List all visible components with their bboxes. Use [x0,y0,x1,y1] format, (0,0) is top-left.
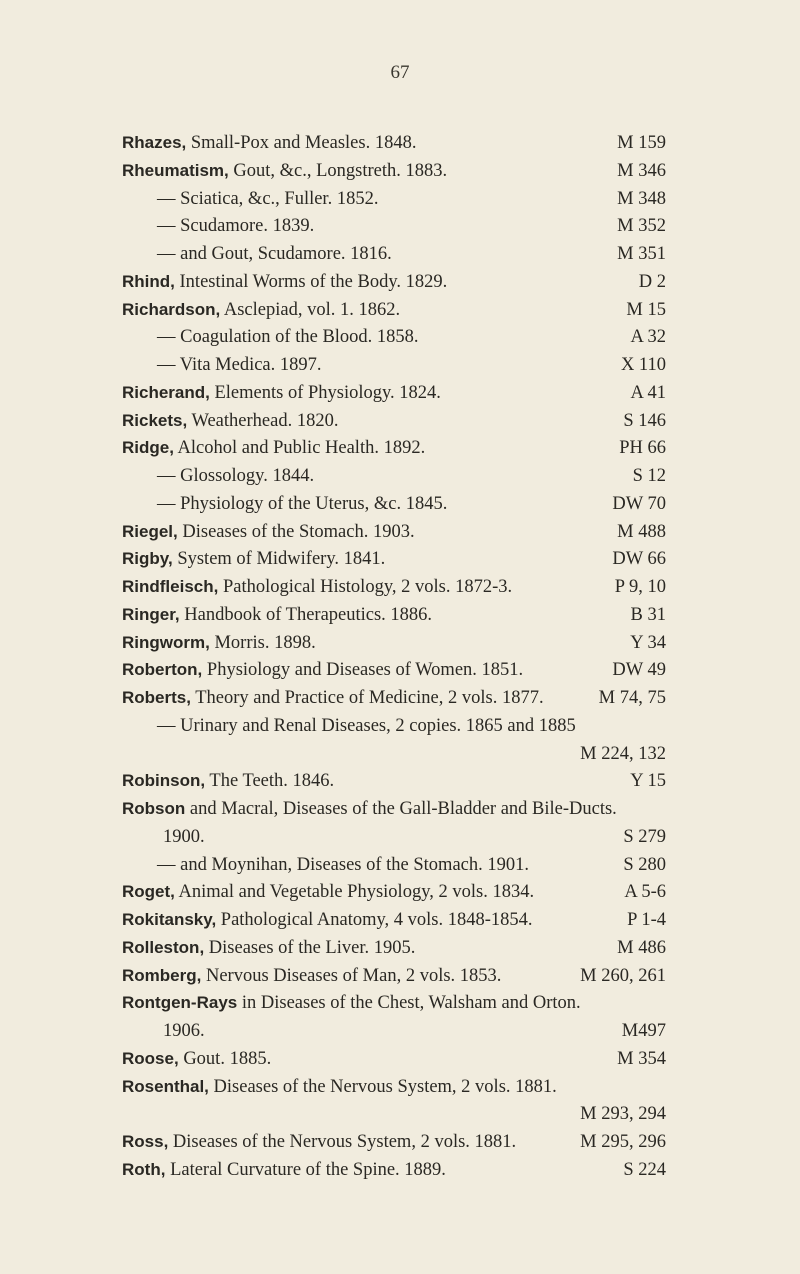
entry-description: — Scudamore. 1839. [157,216,315,237]
entry-text [122,216,314,237]
index-entry [122,522,666,550]
entry-description: System of Midwifery. 1841. [172,549,386,570]
entry-heading: Roberton, [122,660,203,680]
shelf-mark: M 488 [617,521,666,542]
index-entry [122,688,666,716]
entry-text [122,771,334,792]
index-entry [122,216,666,244]
entry-description: Nervous Diseases of Man, 2 vols. 1853. [201,965,502,986]
entry-heading: Roose, [122,1048,179,1068]
index-entry [122,605,666,633]
entry-text [122,855,529,876]
entry-heading: Roget, [122,882,175,902]
index-entry [122,494,666,522]
entry-description: Pathological Histology, 2 vols. 1872-3. [218,577,513,597]
shelf-mark: P 1-4 [627,910,666,930]
entry-text [122,882,534,903]
page-number: 67 [390,62,410,83]
entry-heading: Rosenthal, [122,1076,209,1096]
entry-text [122,633,316,654]
entry-description: Animal and Vegetable Physiology, 2 vols. 1834. [174,882,535,903]
entry-text [122,1077,557,1098]
entry-text [122,522,415,543]
shelf-mark: M 260, 261 [580,965,666,986]
index-entry [122,660,666,688]
entry-heading: Roth, [122,1159,166,1179]
entry-description: Intestinal Worms of the Body. 1829. [174,271,448,292]
entry-heading: Rindfleisch, [122,577,219,596]
shelf-mark: PH 66 [619,438,666,459]
entry-heading: Rokitansky, [122,910,217,929]
index-entry [122,1021,666,1049]
entry-description: Physiology and Diseases of Women. 1851. [202,660,524,681]
entry-text [122,494,447,515]
shelf-mark: A 41 [630,382,666,403]
entry-description: 1906. [163,1021,205,1041]
entry-text [122,716,576,737]
index-entry [122,189,666,217]
entry-text [122,189,378,210]
entry-heading: Robinson, [122,771,206,791]
entry-description: Theory and Practice of Medicine, 2 vols. 1877. [190,688,544,708]
entry-description: Diseases of the Stomach. 1903. [177,521,415,542]
entry-description: Diseases of the Nervous System, 2 vols. 1881. [208,1076,557,1097]
entry-description: Handbook of Therapeutics. 1886. [179,604,433,625]
entry-text [122,910,533,931]
shelf-mark: M 224, 132 [580,743,666,764]
entry-heading: Rheumatism, [122,160,229,180]
shelf-mark: M 293, 294 [580,1104,666,1125]
entry-heading: Riegel, [122,521,178,541]
shelf-mark: M 74, 75 [598,688,666,708]
index-entry [122,133,666,161]
entry-description: and Macral, Diseases of the Gall-Bladder and Bile-Ducts. [185,799,617,819]
shelf-mark: M497 [621,1021,666,1041]
entry-heading: Ross, [122,1132,169,1151]
index-entry [122,161,666,189]
entry-description: Gout, &c., Longstreth. 1883. [228,160,448,181]
index-entries [122,133,666,1188]
entry-text [122,1132,516,1153]
entry-description: Weatherhead. 1820. [187,410,339,431]
entry-description: Diseases of the Nervous System, 2 vols. 1881. [168,1132,517,1152]
shelf-mark: M 352 [617,216,666,237]
index-entry [122,993,666,1021]
entry-text [122,383,441,404]
shelf-mark: DW 66 [612,549,666,570]
entry-text [122,300,400,321]
index-entry [122,300,666,328]
shelf-mark: M 486 [617,937,666,958]
entry-description: — Sciatica, &c., Fuller. 1852. [157,188,379,209]
index-entry [122,966,666,994]
entry-text [122,244,392,265]
shelf-mark: S 12 [632,466,666,486]
shelf-mark: M 354 [617,1048,666,1069]
index-entry [122,1049,666,1077]
index-entry [122,411,666,439]
shelf-mark: M 295, 296 [580,1132,666,1152]
index-entry [122,244,666,272]
entry-text [122,355,322,376]
entry-text [122,938,415,959]
entry-description: Small-Pox and Measles. 1848. [186,133,417,153]
entry-description: Lateral Curvature of the Spine. 1889. [165,1159,446,1180]
index-entry [122,549,666,577]
index-entry [122,577,666,605]
entry-text [122,605,432,626]
entry-heading: Rhazes, [122,133,187,152]
index-entry [122,827,666,855]
shelf-mark: A 32 [630,327,666,348]
entry-text [122,827,205,848]
entry-heading: Richerand, [122,382,210,402]
entry-description: Asclepiad, vol. 1. 1862. [220,299,401,320]
entry-description: — Urinary and Renal Diseases, 2 copies. 1865 and 1885 [157,715,576,736]
entry-description: — Glossology. 1844. [157,466,315,486]
entry-text [122,161,447,182]
entry-description: 1900. [163,826,205,847]
entry-text [122,1049,271,1070]
entry-text [122,799,617,820]
entry-description: — and Gout, Scudamore. 1816. [157,244,392,264]
entry-heading: Rontgen-Rays [122,993,238,1013]
entry-heading: Ringworm, [122,632,210,652]
entry-text [122,549,385,570]
index-entry [122,910,666,938]
entry-description: — Coagulation of the Blood. 1858. [157,327,419,348]
shelf-mark: D 2 [638,271,666,292]
shelf-mark: DW 70 [612,493,666,514]
entry-description: Diseases of the Liver. 1905. [204,937,416,958]
index-entry [122,438,666,466]
entry-text [122,1021,205,1042]
entry-text [122,688,544,709]
entry-description: The Teeth. 1846. [205,771,335,792]
entry-text [122,466,314,487]
entry-text [122,1160,446,1181]
shelf-mark: M 346 [617,160,666,181]
entry-heading: Robson [122,799,186,818]
entry-text [122,411,338,432]
index-entry [122,466,666,494]
entry-heading: Richardson, [122,299,221,319]
entry-description: Alcohol and Public Health. 1892. [173,438,426,459]
index-entry [122,716,666,744]
index-entry [122,1132,666,1160]
entry-text [122,660,523,681]
shelf-mark: P 9, 10 [614,577,666,597]
shelf-mark: M 15 [626,299,666,320]
index-entry [122,771,666,799]
entry-heading: Rigby, [122,549,173,569]
entry-description: Elements of Physiology. 1824. [209,382,441,403]
entry-description: in Diseases of the Chest, Walsham and Orton. [237,993,581,1014]
entry-description: — Vita Medica. 1897. [157,355,322,375]
entry-text [122,327,419,348]
shelf-mark: A 5-6 [624,882,666,903]
entry-heading: Ridge, [122,438,174,458]
entry-text [122,577,512,598]
shelf-mark: Y 15 [630,771,666,792]
entry-heading: Roberts, [122,688,191,707]
shelf-mark: X 110 [620,355,666,375]
index-entry [122,327,666,355]
shelf-mark: B 31 [630,604,666,625]
index-entry [122,1104,666,1132]
index-entry [122,355,666,383]
shelf-mark: S 279 [623,826,666,847]
shelf-mark: Y 34 [630,632,666,653]
index-entry [122,855,666,883]
entry-description: Gout. 1885. [178,1048,272,1069]
entry-heading: Ringer, [122,604,180,624]
entry-heading: Romberg, [122,965,202,985]
entry-text [122,438,425,459]
shelf-mark: DW 49 [612,660,666,681]
index-entry [122,938,666,966]
shelf-mark: S 224 [623,1159,666,1180]
entry-text [122,993,581,1014]
entry-description: Pathological Anatomy, 4 vols. 1848-1854. [216,910,533,930]
shelf-mark: M 351 [617,244,666,264]
entry-heading: Rolleston, [122,937,205,957]
entry-text [122,133,416,154]
entry-text [122,272,447,293]
index-entry [122,799,666,827]
index-entry [122,1077,666,1105]
index-entry [122,882,666,910]
index-entry [122,383,666,411]
index-entry [122,744,666,772]
entry-description: — Physiology of the Uterus, &c. 1845. [157,493,448,514]
shelf-mark: M 348 [617,188,666,209]
entry-text [122,966,501,987]
entry-description: — and Moynihan, Diseases of the Stomach. 1901. [157,854,529,875]
entry-heading: Rickets, [122,410,188,430]
shelf-mark: S 146 [623,410,666,431]
index-entry [122,272,666,300]
entry-description: Morris. 1898. [209,632,316,653]
shelf-mark: M 159 [617,133,666,153]
index-entry [122,633,666,661]
entry-heading: Rhind, [122,271,175,291]
shelf-mark: S 280 [623,854,666,875]
index-entry [122,1160,666,1188]
